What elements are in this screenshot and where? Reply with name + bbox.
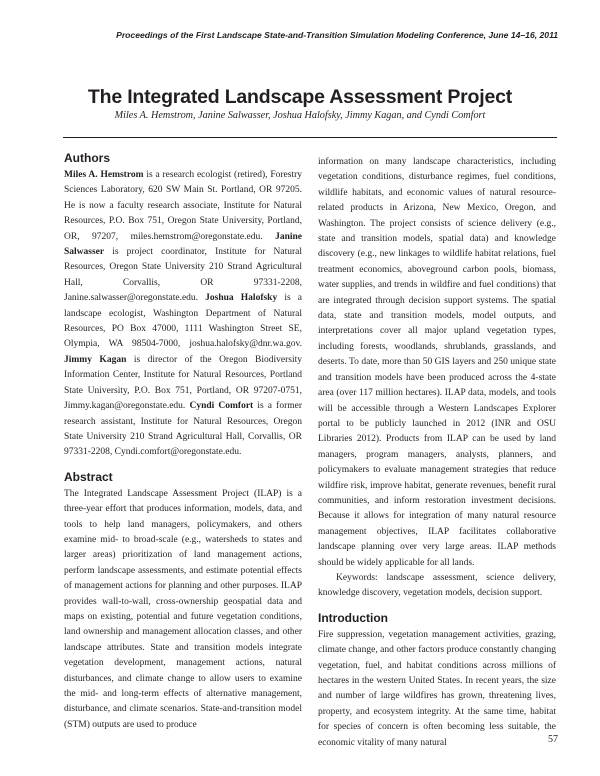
right-column: [318, 155, 556, 751]
author-name: Jimmy Kagan: [64, 354, 127, 365]
running-head: Proceedings of the First Landscape State-and-Transition Simulation Modeling Conference, June 14–16, 2011: [116, 30, 558, 40]
introduction-heading: Introduction: [318, 610, 388, 625]
author-bio: is a former research assistant, Institute for Natural Resources, Oregon State University 210 Strand Agricultural Hall, Corvallis, OR 97331-2208, Cyndi.comfort@oregonstate.edu.: [64, 401, 303, 458]
keywords: Keywords: landscape assessment, science delivery, knowledge discovery, vegetation models, decision support.: [318, 572, 556, 599]
authors-bios: [64, 168, 302, 461]
introduction-body: Fire suppression, vegetation management activities, grazing, climate change, and other factors produce constantly changing vegetation, fuel, and habitat conditions across millions of hectares in the western United States. In recent years, the size and number of large wildfires has grown, threatening lives, property, and ecosystem integrity. At the same time, habitat for species of concern is often becoming less suitable, the economic vitality of many natural: [318, 629, 556, 748]
paper-title: The Integrated Landscape Assessment Project: [87, 86, 513, 108]
author-name: Joshua Halofsky: [205, 293, 278, 304]
author-name: Miles A. Hemstrom: [64, 170, 144, 180]
left-column: [64, 150, 302, 733]
author-name: Cyndi Comfort: [189, 401, 254, 412]
title-rule: [63, 137, 557, 138]
author-bio: is director of the Oregon Biodiversity Information Center, Institute for Natural Resources, Portland State University, P.O. Box 751, Portland, OR 97207-0751, Jimmy.kagan@oregonstate.edu.: [64, 354, 303, 412]
author-name: Janine Salwasser: [64, 231, 302, 258]
author-line: Miles A. Hemstrom, Janine Salwasser, Joshua Halofsky, Jimmy Kagan, and Cyndi Comfort: [114, 110, 486, 121]
page-number: 57: [548, 734, 558, 745]
abstract-continuation: information on many landscape characteristics, including vegetation conditions, disturbance regimes, fuel conditions, wildlife habitats, and economic values of natural resource-related products in Arizona, New Mexico, Oregon, and Washington. The project consists of science delivery (e.g., state and transition models, spatial data) and knowledge discovery (e.g., new linkages to wildlife habitat relations, fuel treatment economics, aboveground carbon pools, biomass, water supplies, and trends in wildfire and fuel conditions) that are integrated through decision support systems. The spatial data, state and transition models, model outputs, and interpretations cover all major upland vegetation types, including forests, woodlands, shrublands, grasslands, and deserts. To date, more than 50 GIS layers and 250 unique state and transition models have been produced across the 4-state area (over 117 million hectares). ILAP data, models, and tools will be accessible through a Western Landscapes Explorer portal to be publicly launched in 2012 (INR and OSU Libraries 2012). Products from ILAP can be used by land managers, program managers, analysts, planners, and policymakers to evaluate management strategies that reduce wildfire risk, improve habitat, generate revenues, benefit rural communities, and inform restoration investment decisions. Because it allows for integration of many natural resource management objectives, ILAP facilitates collaborative landscape planning over very large areas. ILAP methods should be widely applicable for all lands.: [318, 157, 556, 568]
authors-heading: Authors: [64, 151, 110, 165]
author-bio: is a research ecologist (retired), Forestry Sciences Laboratory, 620 SW Main St. Portland, OR 97205. He is now a faculty research associate, Institute for Natural Resources, P.O. Box 751, Oregon State University, Portland, OR, 97207, miles.hemstrom@oregonstate.edu.: [64, 170, 302, 242]
author-bio: is a landscape ecologist, Washington Department of Natural Resources, PO Box 47000, 1111 Washington Street SE, Olympia, WA 98504-7000, joshua.halofsky@dnr.wa.gov.: [64, 293, 302, 350]
abstract-body: The Integrated Landscape Assessment Project (ILAP) is a three-year effort that produces information, models, data, and tools to help land managers, policymakers, and others examine mid- to broad-scale (e.g., watersheds to states and larger areas) prioritization of land management actions, perform landscape assessments, and estimate potential effects of management actions for planning and other purposes. ILAP provides wall-to-wall, cross-ownership geospatial data and maps on existing, potential and future vegetation conditions, land ownership and management allocation classes, and other landscape attributes. State and transition models integrate vegetation development, management actions, natural disturbances, and climate change to allow users to examine the mid- and long-term effects of alternative management, disturbance, and climate scenarios. State-and-transition model (STM) outputs are used to produce: [64, 488, 302, 730]
abstract-heading: Abstract: [64, 469, 113, 484]
author-bio: is project coordinator, Institute for Natural Resources, Oregon State University 210 Strand Agricultural Hall, Corvallis, OR 97331-2208, Janine.salwasser@oregonstate.edu.: [64, 247, 302, 304]
